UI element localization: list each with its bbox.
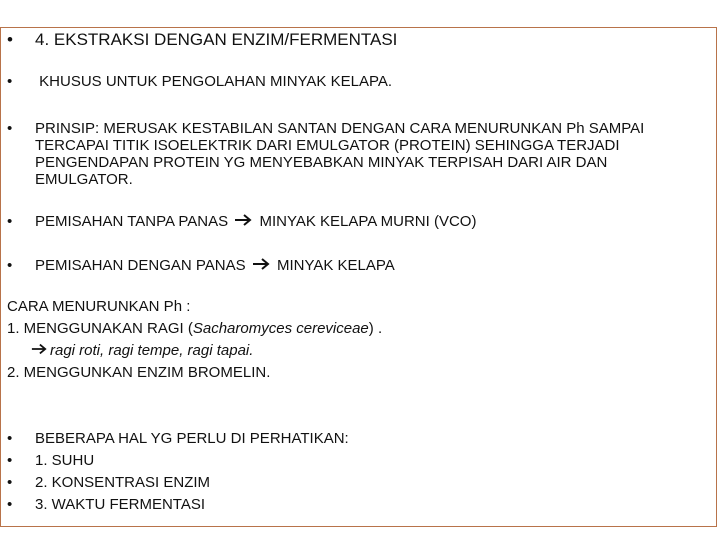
bullet-item	[7, 213, 708, 230]
bullet-item	[7, 30, 708, 50]
list-item: • 1. SUHU	[7, 451, 95, 469]
bullet-text	[35, 257, 395, 274]
bullet-dot: •	[7, 495, 13, 513]
method-block	[7, 296, 382, 384]
arrow-right-icon	[252, 258, 270, 270]
arrow-right-icon	[234, 214, 252, 226]
considerations-list	[7, 427, 349, 515]
bullet-dot: •	[7, 213, 13, 230]
bullet-dot: •	[7, 120, 13, 137]
bullet-text: PRINSIP: MERUSAK KESTABILAN SANTAN DENGAN CARA MENURUNKAN Ph SAMPAI TERCAPAI TITIK ISOELEKTRIK DARI EMULGATOR (PROTEIN) SEHINGGA TERJADI PENGENDAPAN PROTEIN YG MENYEBABKAN MINYAK TERPISAH DARI AIR DAN EMULGATOR.	[35, 120, 645, 188]
bullet-text-before: PEMISAHAN DENGAN PANAS	[35, 257, 246, 274]
bullet-text-after: MINYAK KELAPA	[276, 257, 395, 274]
bullet-dot: •	[7, 429, 13, 447]
bullet-item	[7, 257, 708, 274]
method-line-2: ragi roti, ragi tempe, ragi tapai.	[7, 340, 382, 362]
bullet-text-before: PEMISAHAN TANPA PANAS	[35, 213, 229, 230]
list-item: • BEBERAPA HAL YG PERLU DI PERHATIKAN:	[7, 429, 349, 447]
method-line-3: 2. MENGGUNKAN ENZIM BROMELIN.	[7, 364, 271, 381]
bullet-dot: •	[7, 257, 13, 274]
slide	[0, 27, 717, 527]
arrow-right-icon	[31, 343, 47, 355]
method-heading: CARA MENURUNKAN Ph :	[7, 298, 191, 315]
bullet-text	[35, 213, 476, 230]
section-title: 4. EKSTRAKSI DENGAN ENZIM/FERMENTASI	[35, 30, 398, 49]
bullet-text: KHUSUS UNTUK PENGOLAHAN MINYAK KELAPA.	[35, 73, 393, 90]
bullet-dot: •	[7, 30, 13, 49]
bullet-dot: •	[7, 73, 13, 90]
bullet-text-after: MINYAK KELAPA MURNI (VCO)	[259, 213, 477, 230]
list-item: • 3. WAKTU FERMENTASI	[7, 495, 206, 513]
list-item: • 2. KONSENTRASI ENZIM	[7, 473, 211, 491]
bullet-dot: •	[7, 451, 13, 469]
method-line-1: 1. MENGGUNAKAN RAGI (Sacharomyces cereviceae) .	[7, 320, 383, 337]
bullet-item	[7, 73, 708, 90]
bullet-dot: •	[7, 473, 13, 491]
species-name: Sacharomyces cereviceae	[192, 320, 369, 337]
bullet-item	[7, 120, 708, 188]
